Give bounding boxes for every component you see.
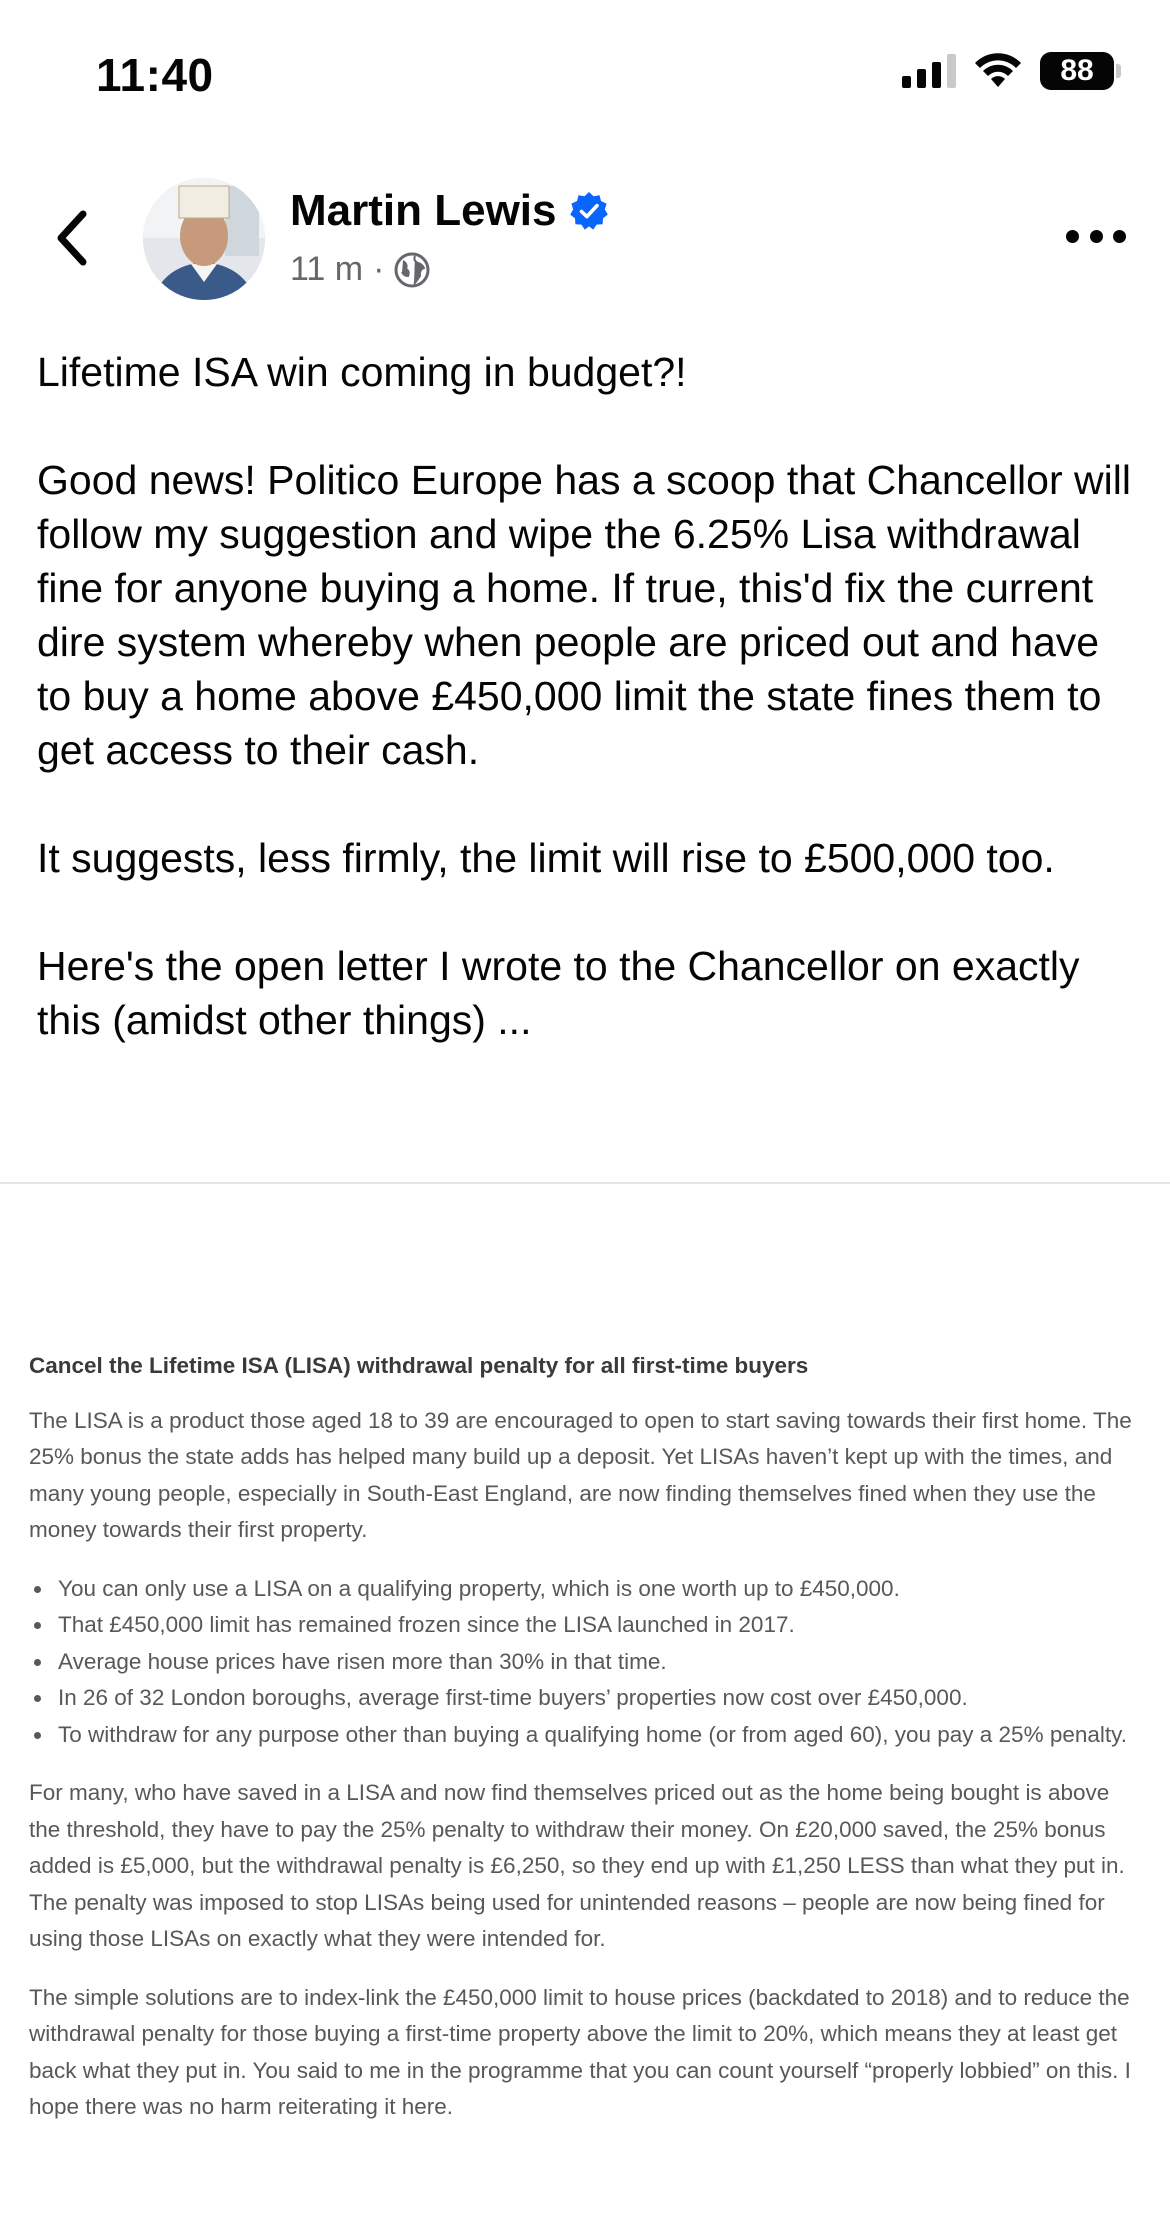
more-dot [1113, 230, 1126, 243]
letter-paragraph: The LISA is a product those aged 18 to 39 are encouraged to open to start saving towards their first home. The 25% bonus the state adds has helped many build up a deposit. Yet LISAs haven’t kept up with the times, and many young people, especially in South-East England, are now finding themselves fined when they use the money towards their first property. [29, 1407, 1132, 1542]
list-item: That £450,000 limit has remained frozen since the LISA launched in 2017. [29, 1607, 1139, 1644]
post-paragraph: Here's the open letter I wrote to the Chancellor on exactly this (amidst other things) ... [37, 943, 1080, 1043]
globe-icon [394, 252, 430, 288]
post-image[interactable] [0, 1184, 1170, 2224]
post-paragraph: Lifetime ISA win coming in budget?! [37, 349, 687, 395]
more-dot [1090, 230, 1103, 243]
battery-icon [1040, 52, 1114, 90]
post-paragraph: Good news! Politico Europe has a scoop that Chancellor will follow my suggestion and wipe the 6.25% Lisa withdrawal fine for anyone buying a home. If true, this'd fix the current dire system whereby when people are priced out and have to buy a home above £450,000 limit the state fines them to get access to their cash. [37, 457, 1131, 773]
letter-paragraph: For many, who have saved in a LISA and now find themselves priced out as the home being bought is above the threshold, they have to pay the 25% penalty to withdraw their money. On £20,000 saved, the 25% bonus added is £5,000, but the withdrawal penalty is £6,250, so they end up with £1,250 LESS than what they put in. The penalty was imposed to stop LISAs being used for unintended reasons – people are now being fined for using those LISAs on exactly what they were intended for. [29, 1780, 1125, 1951]
avatar[interactable] [143, 178, 265, 300]
verified-badge-icon [569, 191, 609, 231]
letter-title: Cancel the Lifetime ISA (LISA) withdrawal penalty for all first-time buyers [29, 1353, 809, 1378]
post-header [0, 170, 1170, 310]
list-item: In 26 of 32 London boroughs, average first-time buyers’ properties now cost over £450,000. [29, 1680, 1139, 1717]
post-meta [290, 250, 430, 289]
post-body [37, 345, 1137, 1047]
more-dot [1066, 230, 1079, 243]
more-options-button[interactable] [1066, 216, 1126, 256]
post-time[interactable]: 11 m [290, 250, 364, 288]
author-name-row [290, 186, 609, 236]
list-item: You can only use a LISA on a qualifying property, which is one worth up to £450,000. [29, 1571, 1139, 1608]
battery-level: 88 [1060, 54, 1094, 87]
back-button[interactable] [44, 200, 100, 276]
avatar-image [143, 178, 265, 300]
list-item: To withdraw for any purpose other than buying a qualifying home (or from aged 60), you pay a 25% penalty. [29, 1717, 1139, 1754]
author-name[interactable]: Martin Lewis [290, 186, 557, 235]
list-item: Average house prices have risen more than 30% in that time. [29, 1644, 1139, 1681]
status-icons [902, 52, 1114, 90]
meta-separator: · [373, 250, 385, 288]
cellular-signal-icon [902, 54, 956, 88]
letter-excerpt [29, 1348, 1139, 2148]
status-bar [0, 0, 1170, 150]
letter-paragraph: The simple solutions are to index-link the £450,000 limit to house prices (backdated to 2018) and to reduce the withdrawal penalty for those buying a first-time property above the limit to 20%, which means they at least get back what they put in. You said to me in the programme that you can count yourself “properly lobbied” on this. I hope there was no harm reiterating it here. [29, 1984, 1131, 2119]
status-time: 11:40 [96, 49, 214, 101]
wifi-icon [974, 53, 1022, 89]
letter-bullet-list [29, 1571, 1139, 1754]
post-paragraph: It suggests, less firmly, the limit will rise to £500,000 too. [37, 835, 1055, 881]
chevron-left-icon [55, 210, 89, 266]
